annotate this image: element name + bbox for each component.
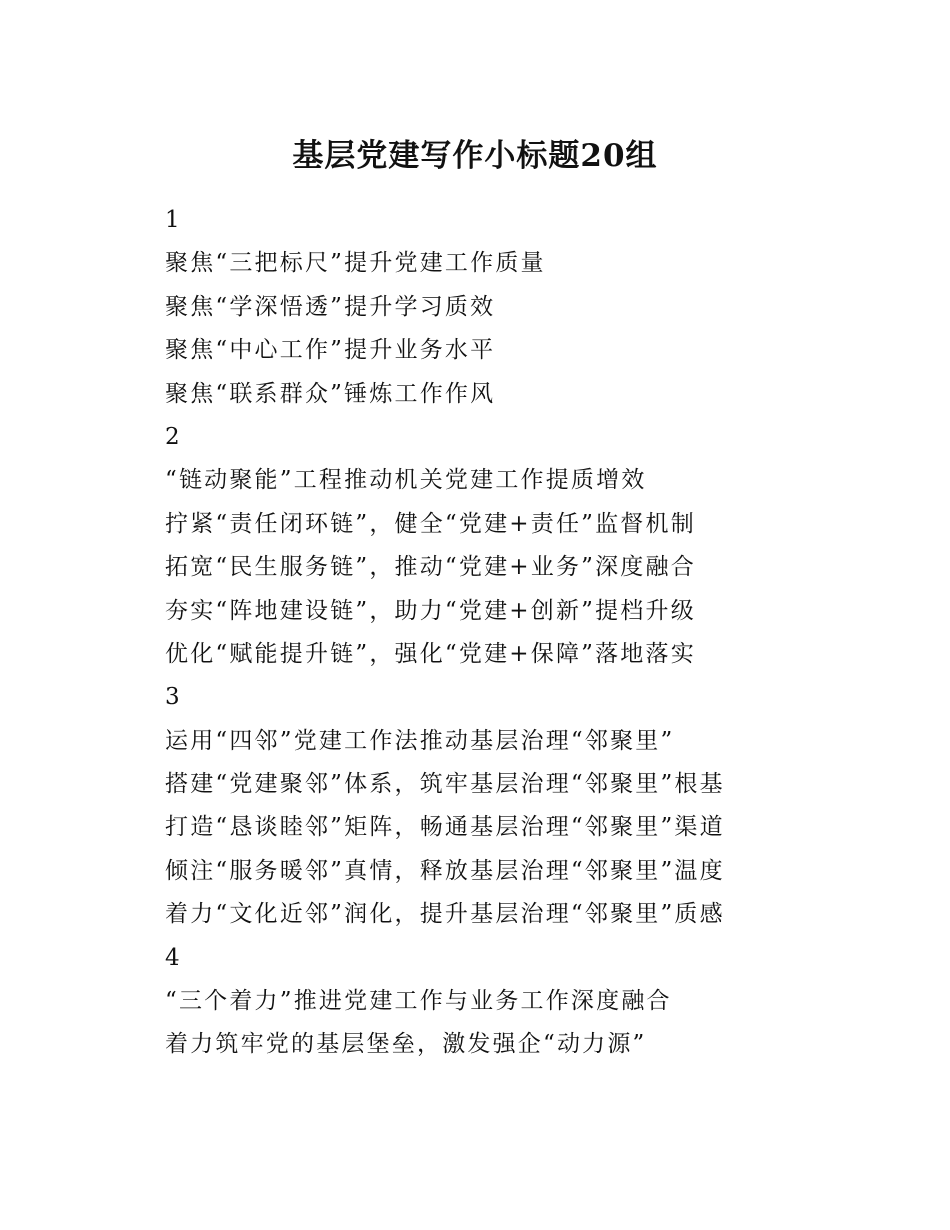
subtitle-line: 夯实“阵地建设链”，助力“党建+创新”提档升级 [165,597,696,624]
subtitle-line: 聚焦“三把标尺”提升党建工作质量 [165,250,546,277]
subtitle-line: 聚焦“学深悟透”提升学习质效 [165,293,496,320]
document-body [165,199,785,1067]
subtitle-line: 优化“赋能提升链”，强化“党建+保障”落地落实 [165,640,696,667]
subtitle-line: 搭建“党建聚邻”体系，筑牢基层治理“邻聚里”根基 [165,771,725,798]
subtitle-line: 运用“四邻”党建工作法推动基层治理“邻聚里” [165,727,675,754]
subtitle-line: 打造“恳谈睦邻”矩阵，畅通基层治理“邻聚里”渠道 [165,814,725,841]
section-number: 3 [165,684,180,711]
section-number: 4 [165,944,180,971]
subtitle-line: “链动聚能”工程推动机关党建工作提质增效 [165,467,647,494]
subtitle-line: 拧紧“责任闭环链”，健全“党建+责任”监督机制 [165,510,696,537]
subtitle-line: 着力“文化近邻”润化，提升基层治理“邻聚里”质感 [165,901,725,928]
subtitle-line: 聚焦“联系群众”锤炼工作作风 [165,380,496,407]
section-number: 1 [165,207,180,233]
subtitle-line: 倾注“服务暖邻”真情，释放基层治理“邻聚里”温度 [165,857,725,884]
subtitle-line: 拓宽“民生服务链”，推动“党建+业务”深度融合 [165,554,696,581]
subtitle-line: 着力筑牢党的基层堡垒，激发强企“动力源” [165,1031,647,1058]
subtitle-line: “三个着力”推进党建工作与业务工作深度融合 [165,988,672,1015]
subtitle-line: 聚焦“中心工作”提升业务水平 [165,337,496,364]
document-title: 基层党建写作小标题20组 [292,138,658,174]
section-number: 2 [165,423,180,450]
